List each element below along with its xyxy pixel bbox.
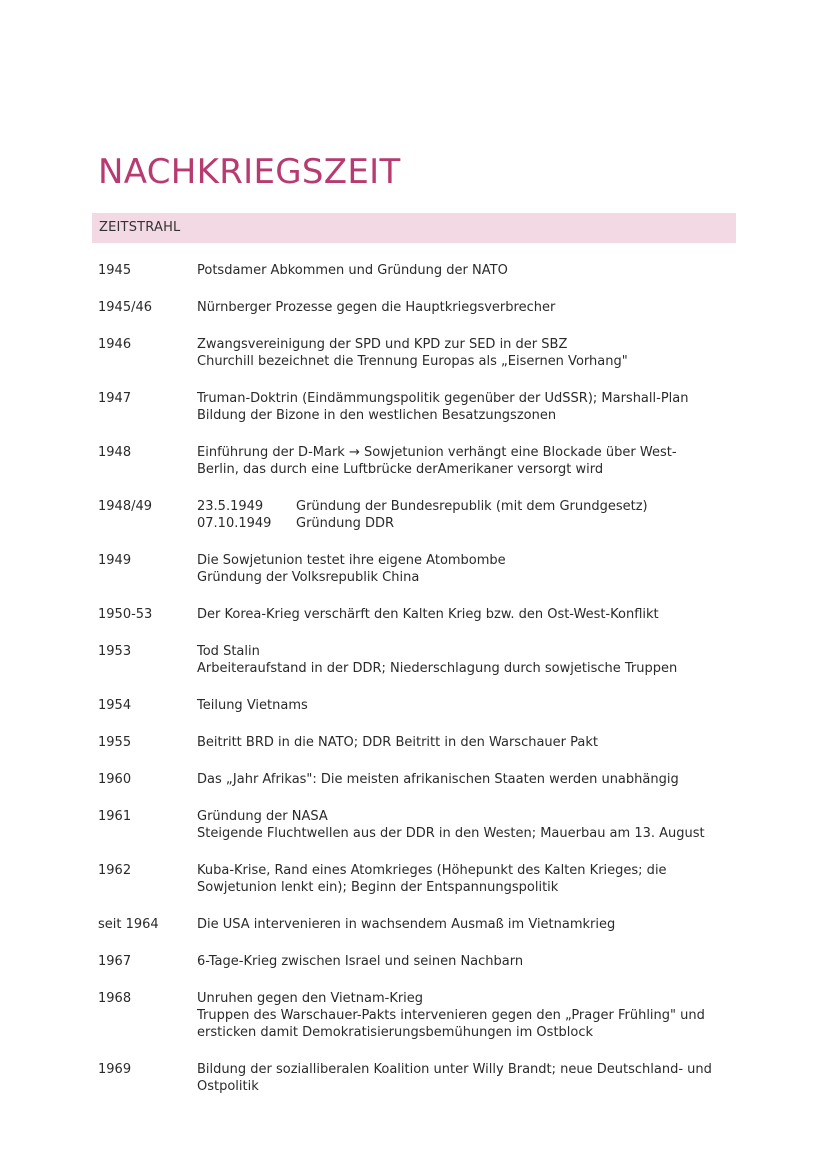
- timeline-entry: [98, 953, 738, 970]
- timeline-description: [197, 262, 738, 279]
- page-title: NACHKRIEGSZEIT: [98, 152, 401, 192]
- timeline-description: [197, 444, 738, 478]
- timeline-description-line: 6-Tage-Krieg zwischen Israel und seinen Nachbarn: [197, 954, 524, 969]
- timeline-list: [98, 262, 738, 1115]
- timeline-entry: [98, 771, 738, 788]
- timeline-year: 1949: [98, 553, 132, 568]
- timeline-description: [197, 734, 738, 751]
- timeline-year: 1945/46: [98, 300, 153, 315]
- timeline-entry: [98, 916, 738, 933]
- timeline-description: [197, 1061, 738, 1095]
- timeline-subentry-date: 07.10.1949: [197, 516, 272, 531]
- timeline-year: 1969: [98, 1062, 132, 1077]
- timeline-year: 1947: [98, 391, 132, 406]
- timeline-description: [197, 552, 738, 586]
- timeline-entry: [98, 1061, 738, 1095]
- timeline-description-line: Tod Stalin: [197, 644, 260, 659]
- timeline-description-line: Ostpolitik: [197, 1079, 259, 1094]
- timeline-entry: [98, 734, 738, 751]
- timeline-description: [197, 643, 738, 677]
- timeline-description: [197, 336, 738, 370]
- timeline-entry: [98, 262, 738, 279]
- timeline-description-line: Truman-Doktrin (Eindämmungspolitik gegenüber der UdSSR); Marshall-Plan: [197, 391, 689, 406]
- timeline-description-line: Gründung der NASA: [197, 809, 328, 824]
- timeline-description: [197, 498, 738, 532]
- timeline-entry: [98, 862, 738, 896]
- timeline-year: 1948: [98, 445, 132, 460]
- timeline-description-line: Sowjetunion lenkt ein); Beginn der Entspannungspolitik: [197, 880, 559, 895]
- timeline-entry: [98, 808, 738, 842]
- timeline-subentry: [197, 515, 738, 532]
- timeline-description: [197, 862, 738, 896]
- timeline-year: 1955: [98, 735, 132, 750]
- timeline-description-line: Zwangsvereinigung der SPD und KPD zur SED in der SBZ: [197, 337, 568, 352]
- timeline-year: 1962: [98, 863, 132, 878]
- section-label: ZEITSTRAHL: [99, 220, 181, 235]
- timeline-year: 1961: [98, 809, 132, 824]
- timeline-description-line: Truppen des Warschauer-Pakts intervenieren gegen den „Prager Frühling" und: [197, 1008, 705, 1023]
- timeline-year: seit 1964: [98, 917, 159, 932]
- timeline-entry: [98, 498, 738, 532]
- timeline-description-line: Der Korea-Krieg verschärft den Kalten Krieg bzw. den Ost-West-Konflikt: [197, 607, 659, 622]
- timeline-subentry-date: 23.5.1949: [197, 499, 264, 514]
- timeline-description-line: Steigende Fluchtwellen aus der DDR in den Westen; Mauerbau am 13. August: [197, 826, 705, 841]
- timeline-subentry: [197, 498, 738, 515]
- timeline-year: 1948/49: [98, 499, 153, 514]
- timeline-entry: [98, 299, 738, 316]
- timeline-entry: [98, 336, 738, 370]
- timeline-description-line: Arbeiteraufstand in der DDR; Niederschlagung durch sowjetische Truppen: [197, 661, 678, 676]
- timeline-description: [197, 299, 738, 316]
- timeline-description-line: Bildung der Bizone in den westlichen Besatzungszonen: [197, 408, 557, 423]
- timeline-description: [197, 808, 738, 842]
- timeline-description: [197, 390, 738, 424]
- timeline-entry: [98, 990, 738, 1041]
- timeline-description: [197, 953, 738, 970]
- timeline-description-line: Das „Jahr Afrikas": Die meisten afrikanischen Staaten werden unabhängig: [197, 772, 679, 787]
- timeline-description-line: Berlin, das durch eine Luftbrücke derAmerikaner versorgt wird: [197, 462, 604, 477]
- timeline-description-line: Die Sowjetunion testet ihre eigene Atombombe: [197, 553, 506, 568]
- timeline-description-line: Churchill bezeichnet die Trennung Europas als „Eisernen Vorhang": [197, 354, 628, 369]
- timeline-description: [197, 771, 738, 788]
- timeline-description-line: Kuba-Krise, Rand eines Atomkrieges (Höhepunkt des Kalten Krieges; die: [197, 863, 667, 878]
- timeline-description: [197, 916, 738, 933]
- timeline-description-line: Beitritt BRD in die NATO; DDR Beitritt in den Warschauer Pakt: [197, 735, 598, 750]
- section-header-bar: [92, 213, 736, 243]
- timeline-description-line: ersticken damit Demokratisierungsbemühungen im Ostblock: [197, 1025, 594, 1040]
- timeline-year: 1954: [98, 698, 132, 713]
- timeline-year: 1950-53: [98, 607, 153, 622]
- timeline-subentry-text: Gründung der Bundesrepublik (mit dem Grundgesetz): [296, 499, 648, 514]
- timeline-description-line: Teilung Vietnams: [197, 698, 308, 713]
- timeline-description-line: Potsdamer Abkommen und Gründung der NATO: [197, 263, 508, 278]
- timeline-year: 1945: [98, 263, 132, 278]
- timeline-description-line: Bildung der sozialliberalen Koalition unter Willy Brandt; neue Deutschland- und: [197, 1062, 712, 1077]
- timeline-year: 1953: [98, 644, 132, 659]
- timeline-entry: [98, 390, 738, 424]
- timeline-entry: [98, 606, 738, 623]
- timeline-description: [197, 990, 738, 1041]
- timeline-description-line: Einführung der D-Mark → Sowjetunion verhängt eine Blockade über West-: [197, 445, 677, 460]
- timeline-entry: [98, 697, 738, 714]
- timeline-entry: [98, 643, 738, 677]
- timeline-description-line: Nürnberger Prozesse gegen die Hauptkriegsverbrecher: [197, 300, 556, 315]
- timeline-year: 1967: [98, 954, 132, 969]
- timeline-description: [197, 697, 738, 714]
- timeline-year: 1960: [98, 772, 132, 787]
- timeline-subentry-text: Gründung DDR: [296, 516, 395, 531]
- timeline-entry: [98, 444, 738, 478]
- timeline-description: [197, 606, 738, 623]
- timeline-year: 1946: [98, 337, 132, 352]
- timeline-description-line: Die USA intervenieren in wachsendem Ausmaß im Vietnamkrieg: [197, 917, 616, 932]
- timeline-year: 1968: [98, 991, 132, 1006]
- timeline-description-line: Unruhen gegen den Vietnam-Krieg: [197, 991, 424, 1006]
- timeline-entry: [98, 552, 738, 586]
- timeline-description-line: Gründung der Volksrepublik China: [197, 570, 420, 585]
